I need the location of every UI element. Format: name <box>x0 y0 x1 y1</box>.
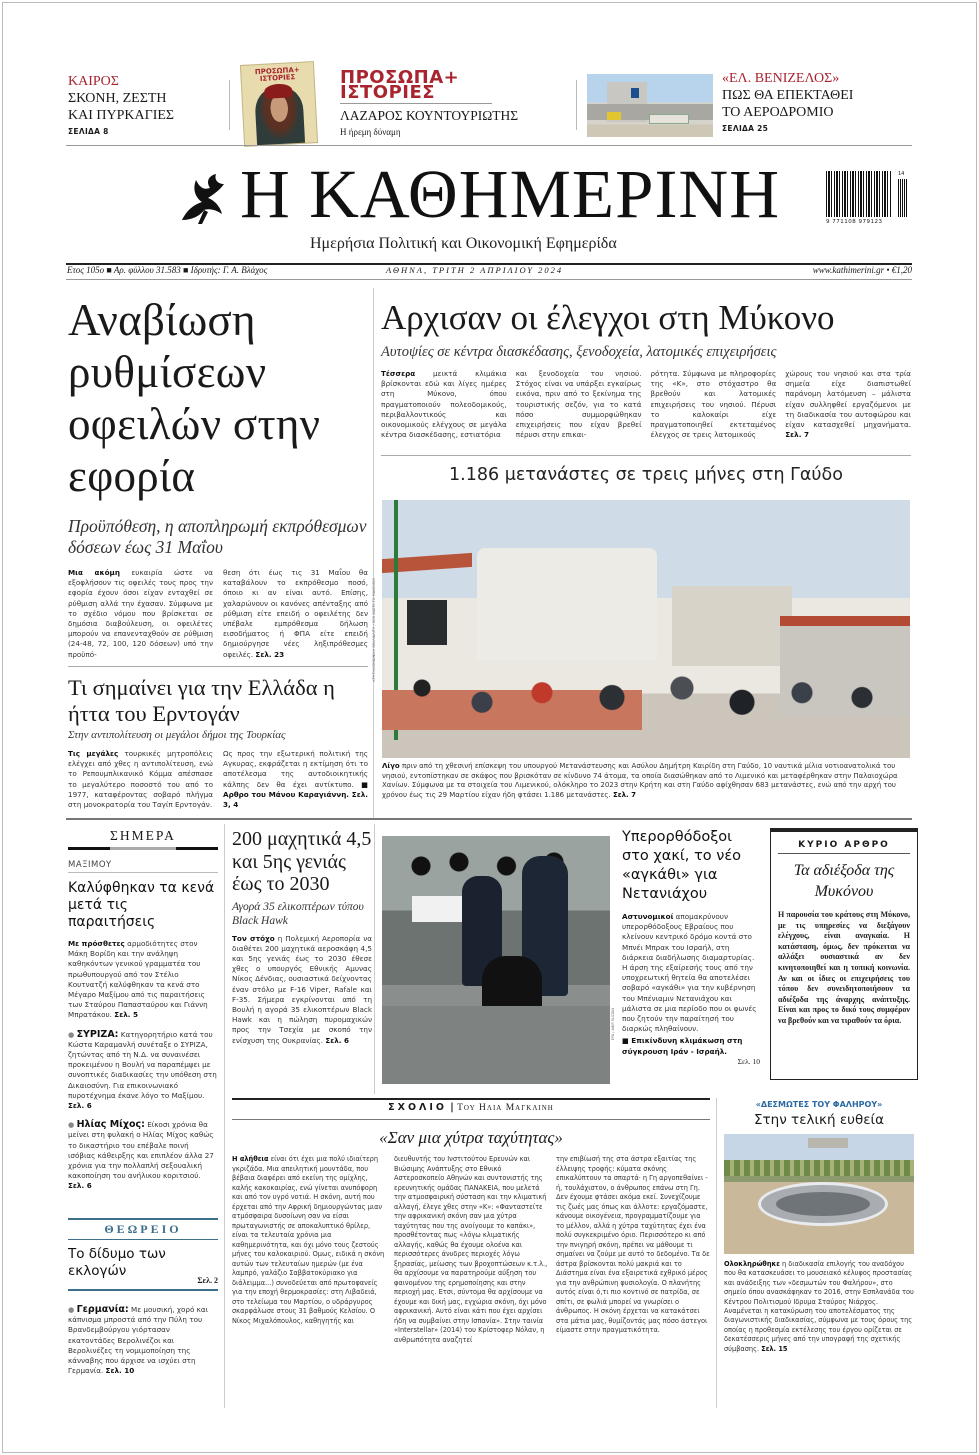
airport-photo[interactable] <box>587 74 713 137</box>
today-item-syriza-label: ΣΥΡΙΖΑ: <box>76 1028 119 1040</box>
israel-photo-credit: EPA / ABIR SULTAN <box>611 1008 615 1041</box>
magazine-cover-title: ΠΡΟΣΩΠΑ+ ΙΣΤΟΡΙΕΣ <box>254 65 300 83</box>
barcode-issue: 14 <box>898 171 905 177</box>
today-item-syriza-ref: Σελ. 6 <box>68 1101 92 1111</box>
tax-lead: Μια ακόμη <box>68 568 120 577</box>
gavdos-page-ref: Σελ. 7 <box>612 790 637 799</box>
griffin-logo-icon <box>174 168 234 228</box>
faliro-page-ref: Σελ. 15 <box>761 1344 788 1353</box>
teaser-airport-line1: ΠΩΣ ΘΑ ΕΠΕΚΤΑΘΕΙ <box>722 88 854 103</box>
teaser-weather-page: ΣΕΛΙΔΑ 8 <box>68 127 109 136</box>
magazine-brand-line1: ΠΡΟΣΩΠΑ+ <box>340 67 460 88</box>
tax-body-col2: θεση ότι έως τις 31 Μαΐου θα καταβάλουν το εκπρόθεσμο ποσό, όποιο κι αν είναι αυτό. Επίσης, χαλαρώνουν οι κανόνες απένταξης από ρύθμιση είτε επειδή ο οφειλέτης δεν υπέβαλε εμπρόθεσμα δήλωση εισοδήματος ή ΦΠΑ είτε επειδή δημιούργησε νέες ληξιπρόθεσμες οφειλές. <box>223 568 368 659</box>
today-section <box>68 828 218 1192</box>
article-turkey[interactable] <box>68 675 368 810</box>
today-lead: Με πρόσθετες <box>68 939 125 948</box>
faliro-rendering-image <box>724 1134 914 1254</box>
today-story <box>68 939 218 1021</box>
mykonos-deck: Αυτοψίες σε κέντρα διασκέδασης, ξενοδοχεία, λατομικές επιχειρήσεις <box>381 344 777 360</box>
comment-lead: Η αλήθεια <box>232 1155 269 1163</box>
infobar-date: ΑΘΗΝΑ, ΤΡΙΤΗ 2 ΑΠΡΙΛΙΟΥ 2024 <box>386 265 564 275</box>
faliro-kicker: «ΔΕΣΜΩΤΕΣ ΤΟΥ ΦΑΛΗΡΟΥ» <box>755 1100 883 1109</box>
turkey-lead: Τις μεγάλες <box>68 749 119 758</box>
jets-headline: 200 μαχητικά 4,5 και 5ης γενιάς έως το 2030 <box>232 828 372 895</box>
comment-col1: είναι ότι έχει μια πολύ ιδιαίτερη γκριζάδα. Μια απειλητική μουντάδα, που βέβαια διαφέρει από εκείνη της ομίχλης, καλής κακοκαιρίας, ενώ γίνεται ανυπόφορη και από τον υγρό νοτιά. Η σκόνη, αυτή που έρχεται από την Αφρική δημιουργώντας μιαν ατμόσφαιρα δυσοίωνη σαν να είσαι πρωταγωνιστής σε αποκαλυπτικό θρίλερ, είναι τα τελευταία χρόνια μια καθημερινότητα, και όχι μόνο τους ζεστούς μήνες του καλοκαιριού. Ομως, ειδικά η σκόνη αυτών των τελευταίων ημερών (με ένα λαμπρό, γαλάζιο Σαββατοκύριακο για διάλειμμα...) συνοδεύεται από πρωτοφανείς για την εποχή θερμοκρασίες: στη Λιβαδειά, στο τελείωμα του Μαρτίου, ο υδράργυρος σκαρφάλωσε στους 31 βαθμούς Κελσίου. Ο Νίκος Μιχαλόπουλος, καθηγητής και <box>232 1155 385 1325</box>
theoreio-page-ref: Σελ. 2 <box>197 1276 218 1285</box>
israel-photo[interactable] <box>382 836 610 1084</box>
article-israel[interactable] <box>622 828 760 1066</box>
barcode <box>826 171 908 227</box>
faliro-body <box>724 1260 914 1354</box>
teaser-airport-page: ΣΕΛΙΔΑ 25 <box>722 124 769 133</box>
teaser-airport[interactable] <box>722 70 922 133</box>
theoreio-headline[interactable]: Το δίδυμο των εκλογών <box>68 1246 166 1279</box>
israel-sub: ■ Επικίνδυνη κλιμάκωση στη σύγκρουση Ιράν - Ισραήλ. <box>622 1036 743 1056</box>
israel-headline: Υπερορθόδοξοι στο χακί, το νέο «αγκάθι» για Νετανιάχου <box>622 829 742 902</box>
comment-author: Του Ηλια Μαγκλινη <box>457 1103 554 1113</box>
mykonos-page-ref: Σελ. 7 <box>785 430 809 440</box>
today-item-michos-ref: Σελ. 6 <box>68 1181 92 1191</box>
editorial-text: Η παρουσία του κράτους στη Μύκονο, με τις υπηρεσίες να διεξάγουν ελέγχους, είναι αναγκαία. Η κατάσταση, όμως, δεν πρόκειται να αλλάξει ουσιαστικά αν δεν κινητοποιηθεί και η τοπική κοινωνία. Αν και οι ίδιες οι επιχειρήσεις του τόπου δεν συνειδητοποιήσουν τα αδιέξοδα της άναρχης ανάπτυξης. Είναι και προς το δικό τους συμφέρον να βρεθούν και να τιραθούν τα όρια. <box>778 910 910 1025</box>
faliro-text: η διαδικασία επιλογής του αναδόχου που θα κατασκευάσει το μουσειακό κέλυφος προστασίας και ανάδειξης των «δεσμωτών του Φαλήρου», στο σημείο όπου ανασκάφηκαν το 2016, στην Εσπλανάδα του Κέντρου Πολιτισμού Ιδρυμα Σταύρος Νιάρχος. Αναμένεται η κατακύρωση του αποτελέσματος της διαγωνιστικής διαδικασίας, σύμφωνα με τους όρους της οποίας η προθεσμία εκτέλεσης του έργου ορίζεται σε δεκατέσσερις μήνες από την υπογραφή της σχετικής σύμβασης. <box>724 1260 914 1353</box>
teaser-weather-line1: ΣΚΟΝΗ, ΖΕΣΤΗ <box>68 91 167 106</box>
portrait-fez <box>264 83 293 98</box>
faliro-headline: Στην τελική ευθεία <box>754 1112 884 1128</box>
theoreio-item-label: Γερμανία: <box>76 1304 129 1315</box>
newspaper-front-page <box>56 18 922 1408</box>
magazine-subtitle: Η ήρεμη δύναμη <box>340 127 401 137</box>
mykonos-body-col2: και ξενοδοχεία του νησιού. Στόχος είναι να υπάρξει εγκαίρως εικόνα, πριν από το ξεκίνημα της τουριστικής σεζόν, για το κατά πόσο συμμορφώθηκαν επιχειρήσεις που είχαν βρεθεί πέρυσι στην επικαι- <box>515 369 642 440</box>
jets-page-ref: Σελ. 6 <box>325 1035 350 1045</box>
today-text: αρμοδιότητες στον Μάκη Βορίδη και την ανάληψη καθηκόντων γενικού γραμματέα του πρωθυπουργού από τον Στέλιο Κουτνατζή καλύφθηκαν τα κενά στο Μέγαρο Μαξίμου από τις παραιτήσεις των Σταύρου Παπασταύρου και Γιάννη Μπρατάκου. <box>68 939 208 1020</box>
editorial-box[interactable] <box>770 828 918 1080</box>
tax-body-col1: ευκαιρία ώστε να εξοφλήσουν τις οφειλές τους προς την εφορία έχουν όσοι είχαν ενταχθεί σε ρύθμιση αλλά την έχασαν. Σύμφωνα με το σχέδιο νόμου που βρίσκεται σε δημόσια διαβούλευση, οι οφειλέτες μπορούν να επανενταχθούν σε ρύθμιση (24-48, 72, 100, 120 δόσεων) υπό την προϋπό- <box>68 568 214 659</box>
jets-text: η Πολεμική Αεροπορία να διαθέτει 200 μαχητικά αεροσκάφη 4,5 και 5ης γενιάς έως το 2030 έθεσε χθες ο υπουργός Εθνικής Αμυνας Νίκος Δένδιας, ουσιαστικά δείχνοντας έναν στόλο με F-16 Viper, Rafale και F-35. Σήμερα εγκρίνονται από τη Βουλή η αγορά 35 ελικοπτέρων Black Hawk και η πώληση πυρομαχικών προς την Τσεχία με σκοπό την ενίσχυση της Ουκρανίας. <box>232 933 372 1045</box>
turkey-body-col1: τουρκικές μητροπόλεις ελέγχει από χθες η αντιπολίτευση, ενώ το Ρεπουμπλικανικό Κόμμα απέσπασε το μεγαλύτερο ποσοστό του από το 1977, καταφέροντας σοβαρό πλήγμα στη μονοκρατορία του Ταγίπ Ερντογάν. <box>68 749 213 810</box>
article-jets[interactable] <box>232 828 372 1046</box>
comment-body <box>232 1155 710 1345</box>
comment-col2: διευθυντής του Ινστιτούτου Ερευνών και Βιώσιμης Ανάπτυξης στο Εθνικό Αστεροσκοπείο Αθηνών και συντονιστής της ερευνητικής ομάδας ΠΑΝΑΚΕΙΑ, που μελετά την ατμοσφαιρική σύσταση και την κλιματική αλλαγή, έλεγε χθες στην «Κ»: «Φανταστείτε την αφρικανική σκόνη σαν μια χύτρα ταχύτητας που της ανοίγουμε το καπάκι», προσθέτοντας πως «λόγω κλιματικής αλλαγής, καθώς θα έχουμε ολοένα και περισσότερες άνυδρες περιοχές λόγω ξηρασίας, μείωσης των βροχοπτώσεων κ.τ.λ., θα αρχίσουμε να παρατηρούμε αύξηση του φαινομένου της ερημοποίησης και στην περιοχή μας. Ετσι, σύντομα θα αρχίσουμε να έχουμε και δική μας, εγχώρια σκόνη, όχι μόνο αφρικανική. Αυτό είναι κάτι που έχει αρχίσει ήδη να συμβαίνει στην Ισπανία». Στην ταινία «Interstellar» (2014) του Κρίστοφερ Νόλαν, η ανθρωπότητα αναζητεί <box>394 1155 548 1344</box>
gavdos-caption-lead: Λίγο <box>382 762 400 770</box>
article-faliro[interactable] <box>724 1100 914 1354</box>
turkey-headline: Τι σημαίνει για την Ελλάδα η ήττα του Ερντογάν <box>68 675 335 726</box>
infobar-left: Eτος 105ο ■ Αρ. φύλλου 31.583 ■ Ιδρυτής: Γ. Α. Βλάχος <box>67 265 268 275</box>
theoreio-label: ΘΕΩΡΕΙΟ <box>68 1222 218 1240</box>
today-item-michos-label: Ηλίας Μίχος: <box>76 1119 145 1131</box>
theoreio-item-text: Με μουσική, χορό και κάπνισμα μπροστά από την Πύλη του Βρανδεμβούργου γιόρτασαν εκατοντάδες Βερολινέζοι και Βερολινέζες τη νομιμοποίηση της κάνναβης που άρχισε να ισχύει στη Γερμανία. <box>68 1305 209 1376</box>
teaser-airport-line2: ΤΟ ΑΕΡΟΔΡΟΜΙΟ <box>722 105 834 120</box>
comment-col3: την επιβίωσή της στα άστρα εξαιτίας της έλλειψης τροφής: κύματα σκόνης επικαλύπτουν τα σπαρτά· η Γη αργοπεθαίνει - ή, τουλάχιστον, ο άνθρωπος επάνω στη Γη. Δεν έχουμε φτάσει ακόμα εκεί. Συνεχίζουμε τις ζωές μας όπως και άλλοτε: εργαζόμαστε, κάνουμε οικογένεια, προγραμματίζουμε για το μέλλον, αλλά η χύτρα ταχύτητας έχει ένα πολύ συγκεκριμένο όριο. Περισσότερο κι από την πνιγηρή σκόνη, πρέπει να μάθουμε τι σημαίνει να ζούμε με αυτό το δεδομένο. Τα δε άστρα βρίσκονται πολύ μακριά και το Διάστημα είναι ένα εξαιρετικά εχθρικό μέρος για την ανθρώπινη φυσιολογία. Ο πλανήτης αυτός είναι ό,τι πιο κοντινό σε πατρίδα, σε σπίτι, σε φωλιά μπορεί να γνωρίσει ο άνθρωπος. Η σκόνη έρχεται να κατακάτσει στα μάτια μας, θυμίζοντάς μας πόσο άστεγοι είμαστε στην πραγματικότητα. <box>556 1155 710 1334</box>
mykonos-lead: Τέσσερα <box>381 369 416 378</box>
comment-label: ΣΧΟΛΙΟ <box>388 1102 447 1113</box>
mykonos-body-col3: ρότητα. Σύμφωνα με πληροφορίες της «Κ», στο στόχαστρο θα βρεθούν και λατομικές επιχειρήσεις του νησιού. Πέρυσι το καλοκαίρι είχε πραγματοποιηθεί εκτεταμένος έλεγχος σε τρεις λατομικούς <box>650 369 777 440</box>
barcode-number: 9 771108 979123 <box>826 219 883 225</box>
infobar-right[interactable]: www.kathimerini.gr • €1,20 <box>812 265 912 275</box>
israel-lead: Αστυνομικοί <box>622 912 674 921</box>
magazine-title: ΛΑΖΑΡΟΣ ΚΟΥΝΤΟΥΡΙΩΤΗΣ <box>340 108 519 123</box>
mykonos-body-col4: χώρους του νησιού και στα τρία σημεία είχε διαπιστωθεί παράνομη λατόμευση – μάλιστα είχαν συλληφθεί εργαζόμενοι με τη διαδικασία του αυτοφώρου και είχαν κατασχεθεί μηχανήματα. <box>785 369 911 430</box>
mykonos-body-col1: μεικτά κλιμάκια βρίσκονται εδώ και λίγες ημέρες στη Μύκονο, όπου πραγματοποιούν πολεοδομικούς, περιβαλλοντικούς και οικονομικούς ελέγχους σε μεγάλα κέντρα διασκέδασης, εστιατόρια <box>381 369 507 440</box>
gavdos-headline[interactable]: 1.186 μετανάστες σε τρεις μήνες στη Γαύδο <box>449 465 843 485</box>
masthead-subtitle: Ημερήσια Πολιτική και Οικονομική Εφημερίδα <box>310 235 617 252</box>
israel-page-ref: Σελ. 10 <box>737 1056 760 1066</box>
tax-deck: Προϋπόθεση, η αποπληρωμή εκπρόθεσμων δόσεων έως 31 Μαΐου <box>68 516 367 557</box>
gavdos-photo-credit: ΚΡΗΤΗ/ΚΟΙΝΩΝΙΚΗ ΒΕΛΛΙΑΛΙΤΗ / SOS ΣΩΣΤΕ ΤΟ ΜΑΚΕΛΕΙΟ <box>372 578 376 682</box>
tax-page-ref: Σελ. 23 <box>255 649 285 659</box>
theoreio-item-germany[interactable]: ● Γερμανία: Με μουσική, χορό και κάπνισμα μπροστά από την Πύλη του Βρανδεμβούργου γιόρτασαν εκατοντάδες Βερολινέζοι και Βερολινέζες τη νομιμοποίηση της κάνναβης που άρχισε να ισχύει στη Γερμανία. Σελ. 10 <box>68 1304 209 1376</box>
israel-text: απομακρύνουν υπερορθόδοξους Εβραίους που κλείνουν κεντρικό δρόμο κοντά στο Μπνέι Μπρακ του Ισραήλ, στη διάρκεια διαδήλωσης διαμαρτυρίας. Η άρση της εξαίρεσής τους από την υποχρεωτική θητεία θα αποτελέσει σοβαρό «αγκάθι» για την κυβέρνηση του Μπένιαμιν Νετανιάχου και μάλιστα σε μια περίοδο που οι φωνές που ζητούν την παραίτησή του διαρκώς πληθαίνουν. <box>622 912 757 1034</box>
today-item-michos-text: Είκοσι χρόνια θα μείνει στη φυλακή ο Ηλίας Μίχος καθώς το δικαστήριο του επέβαλε ποινή ισόβιας κάθειρξης και επιπλέον άλλα 27 χρόνια για την πολλαπλή σεξουαλική κακοποίηση του ανήλικου κοριτσιού. <box>68 1120 214 1181</box>
magazine-cover-thumbnail[interactable] <box>240 61 318 147</box>
article-mykonos[interactable] <box>381 298 911 440</box>
israel-body <box>622 912 760 1034</box>
jets-deck: Αγορά 35 ελικοπτέρων τύπου Black Hawk <box>232 900 364 927</box>
faliro-lead: Ολοκληρώθηκε <box>724 1260 780 1268</box>
article-tax[interactable] <box>68 294 368 660</box>
theoreio-item-ref: Σελ. 10 <box>105 1366 135 1376</box>
today-headline[interactable]: Καλύφθηκαν τα κενά μετά τις παραιτήσεις <box>68 880 215 930</box>
turkey-deck: Στην αντιπολίτευση οι μεγάλοι δήμοι της Τουρκίας <box>68 729 286 741</box>
comment-headline[interactable]: «Σαν μια χύτρα ταχύτητας» <box>379 1128 563 1147</box>
gavdos-caption <box>382 762 910 800</box>
mykonos-headline: Αρχισαν οι έλεγχοι στη Μύκονο <box>381 298 835 337</box>
today-kicker: ΜΑΞΙΜΟΥ <box>68 860 218 873</box>
today-label: ΣΗΜΕΡΑ <box>110 828 176 843</box>
theoreio-section <box>68 1218 218 1376</box>
gavdos-photo[interactable] <box>382 500 910 758</box>
today-item-michos[interactable]: ● Ηλίας Μίχος: Είκοσι χρόνια θα μείνει στη φυλακή ο Ηλίας Μίχος καθώς το δικαστήριο του επέβαλε ποινή ισόβιας κάθειρξης και επιπλέον άλλα 27 χρόνια για την πολλαπλή σεξουαλική κακοποίηση του ανήλικου κοριτσιού. Σελ. 6 <box>68 1119 214 1191</box>
today-page-ref: Σελ. 5 <box>114 1010 138 1020</box>
teaser-weather-kicker: ΚΑΙΡΟΣ <box>68 74 119 89</box>
magazine-brand-line2: ΙΣΤΟΡΙΕΣ <box>340 85 492 104</box>
today-item-syriza-text: Κατηγορητήριο κατά του Κώστα Καραμανλή συνέταξε ο ΣΥΡΙΖΑ, ζητώντας από τη Ν.Δ. να συναινέσει προκειμένου η Βουλή να παραπέμψει με συνοπτικές διαδικασίες την υπόθεση στη Δικαιοσύνη. Για επικοινωνιακό πυροτέχνημα έκανε λόγο το Μαξίμου. <box>68 1029 217 1100</box>
tax-headline: Αναβίωση ρυθμίσεων οφειλών στην εφορία <box>68 295 321 501</box>
turkey-page-ref: ■ Αρθρο του Μάνου Καραγιάννη. Σελ. 3, 4 <box>223 779 368 810</box>
today-item-syriza[interactable]: ● ΣΥΡΙΖΑ: Κατηγορητήριο κατά του Κώστα Καραμανλή συνέταξε ο ΣΥΡΙΖΑ, ζητώντας από τη Ν.Δ. να συναινέσει προκειμένου η Βουλή να παραπέμψει με συνοπτικές διαδικασίες την υπόθεση στη Δικαιοσύνη. Για επικοινωνιακό πυροτέχνημα έκανε λόγο το Μαξίμου. Σελ. 6 <box>68 1028 217 1111</box>
masthead-title[interactable]: Η ΚΑΘΗΜΕΡΙΝΗ <box>240 156 781 232</box>
jets-body <box>232 934 372 1046</box>
gavdos-caption-text: πριν από τη χθεσινή επίσκεψη του υπουργού Μετανάστευσης και Ασύλου Δημήτρη Καιρίδη στη Γαύδο, 10 ναυτικά μίλια νοτιοανατολικά του νησιού, εντοπίστηκαν σε σκάφος που βρισκόταν σε κίνδυνο 74 άτομα, τα οποία διασώθηκαν από το Λιμενικό και μεταφέρθηκαν στην Παλαιοχώρα Χανίων. Σύμφωνα με τα στοιχεία του Λιμενικού, ολόκληρο το 2023 στην Κρήτη και στη Γαύδο αφίχθησαν 683 μετανάστες, ενώ από την αρχή του χρόνου έως τις 29 Μαρτίου είχαν ήδη φτάσει 1.186 μετανάστες. <box>382 762 898 799</box>
editorial-headline: Τα αδιέξοδα της Μυκόνου <box>793 862 895 900</box>
editorial-label: ΚΥΡΙΟ ΑΡΘΡΟ <box>778 840 910 854</box>
jets-lead: Τον στόχο <box>232 933 275 943</box>
teaser-weather[interactable] <box>68 73 228 136</box>
comment-header: ΣΧΟΛΙΟ | Του Ηλια Μαγκλινη <box>388 1102 554 1113</box>
teaser-airport-kicker: «ΕΛ. ΒΕΝΙΖΕΛΟΣ» <box>722 71 840 86</box>
teaser-weather-line2: ΚΑΙ ΠΥΡΚΑΓΙΕΣ <box>68 108 175 123</box>
teaser-magazine[interactable] <box>340 67 540 137</box>
turkey-body-col2: Ως προς την εξωτερική πολιτική της Αγκυρας, εκφράζεται η εκτίμηση ότι το αποτέλεσμα της αυτοδιοικητικής κάλπης δεν θα έχει αντίκτυπο. <box>223 749 368 789</box>
